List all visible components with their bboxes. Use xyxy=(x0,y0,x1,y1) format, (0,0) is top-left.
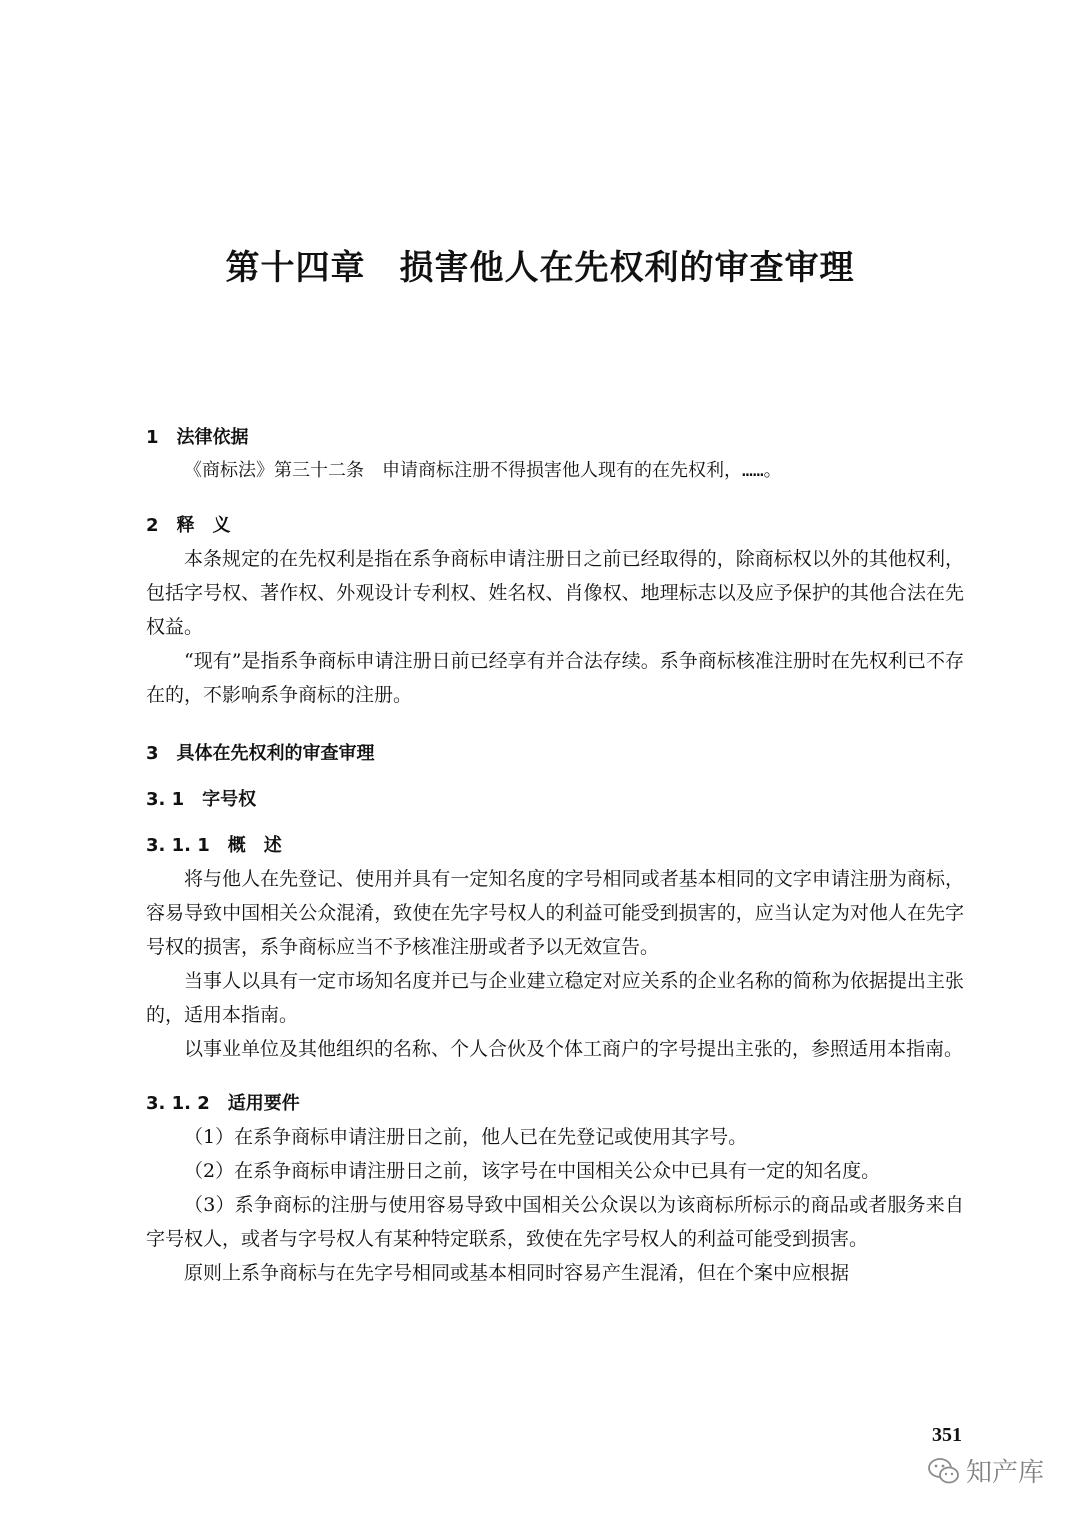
chapter-title xyxy=(0,240,1080,289)
paragraph: 当事人以具有一定市场知名度并已与企业建立稳定对应关系的企业名称的简称为依据提出主张的，适用本指南。 xyxy=(146,970,964,1026)
section-title: 适用要件 xyxy=(227,1093,300,1114)
section-number: 2 xyxy=(146,515,159,536)
section-title: 法律依据 xyxy=(176,427,249,448)
paragraph: 以事业单位及其他组织的名称、个人合伙及个体工商户的字号提出主张的，参照适用本指南。 xyxy=(184,1038,964,1060)
body-content xyxy=(146,422,964,1290)
section-heading-3-1-1 xyxy=(146,830,964,862)
paragraph: “现有”是指系争商标申请注册日前已经享有并合法存续。系争商标核准注册时在先权利已不存在的，不影响系争商标的注册。 xyxy=(146,650,964,706)
law-citation: 《商标法》第三十二条 申请商标注册不得损害他人现有的在先权利，……。 xyxy=(184,460,782,481)
watermark-text: 知产库 xyxy=(966,1458,1045,1488)
section-title: 具体在先权利的审查审理 xyxy=(176,743,375,764)
paragraph: 将与他人在先登记、使用并具有一定知名度的字号相同或者基本相同的文字申请注册为商标，容易导致中国相关公众混淆，致使在先字号权人的利益可能受到损害的，应当认定为对他人在先字号权的损害，系争商标应当不予核准注册或者予以无效宣告。 xyxy=(146,868,964,958)
page-number: 351 xyxy=(932,1424,962,1446)
section-number: 3. 1. 2 xyxy=(146,1093,210,1114)
chapter-title-text: 损害他人在先权利的审查审理 xyxy=(399,248,855,288)
section-number: 3 xyxy=(146,743,159,764)
paragraph: 原则上系争商标与在先字号相同或基本相同时容易产生混淆，但在个案中应根据 xyxy=(184,1262,850,1284)
watermark xyxy=(928,1452,1044,1489)
section-title: 字号权 xyxy=(202,789,257,810)
section-heading-3 xyxy=(146,738,964,770)
wechat-icon xyxy=(928,1457,960,1485)
section-heading-3-1 xyxy=(146,784,964,816)
section-heading-3-1-2 xyxy=(146,1088,964,1120)
section-number: 3. 1 xyxy=(146,789,185,810)
list-item: （3）系争商标的注册与使用容易导致中国相关公众误以为该商标所标示的商品或者服务来自字号权人，或者与字号权人有某种特定联系，致使在先字号权人的利益可能受到损害。 xyxy=(146,1194,964,1250)
section-number: 1 xyxy=(146,427,159,448)
section-heading-1 xyxy=(146,422,964,454)
section-number: 3. 1. 1 xyxy=(146,835,210,856)
list-item: （2）在系争商标申请注册日之前，该字号在中国相关公众中已具有一定的知名度。 xyxy=(184,1160,881,1182)
list-item: （1）在系争商标申请注册日之前，他人已在先登记或使用其字号。 xyxy=(184,1126,748,1148)
chapter-number: 第十四章 xyxy=(225,248,366,288)
paragraph: 本条规定的在先权利是指在系争商标申请注册日之前已经取得的，除商标权以外的其他权利，包括字号权、著作权、外观设计专利权、姓名权、肖像权、地理标志以及应予保护的其他合法在先权益。 xyxy=(146,548,964,638)
section-title: 概 述 xyxy=(227,835,282,856)
section-heading-2 xyxy=(146,510,964,542)
section-title: 释 义 xyxy=(176,515,231,536)
